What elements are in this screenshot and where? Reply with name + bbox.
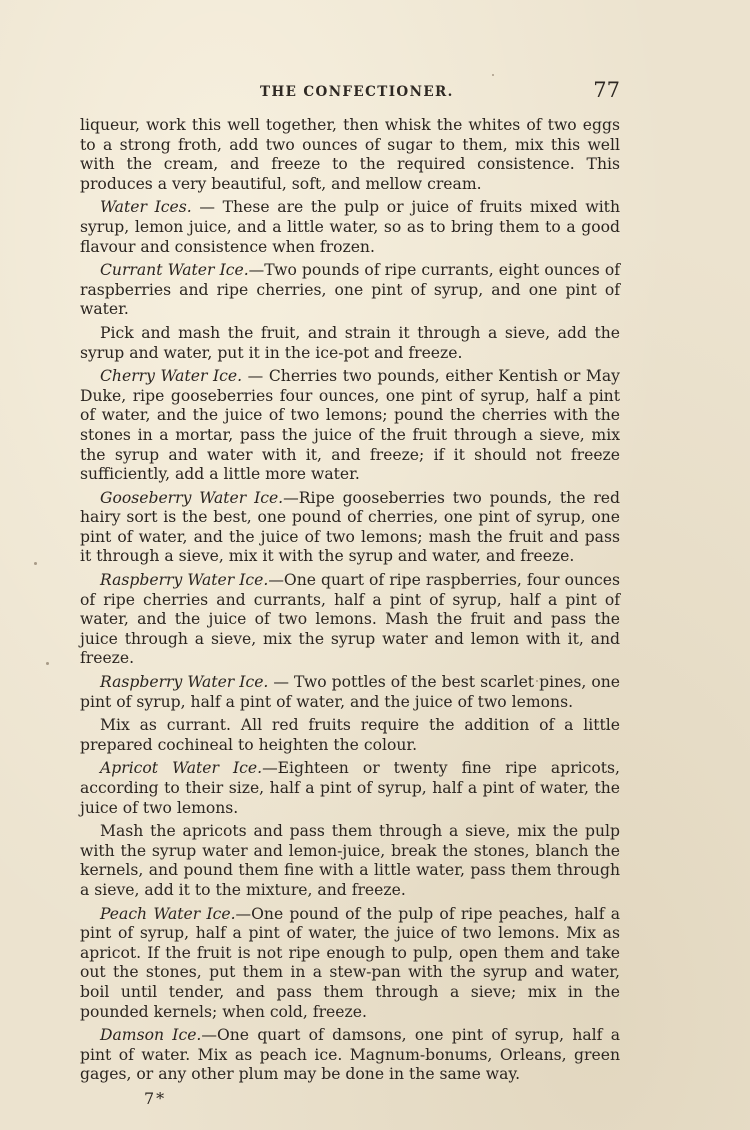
paragraph-apricot-water-ice [80,759,620,818]
recipe-title: Peach Water Ice. [100,904,236,923]
paragraph-text: —Eighteen or twenty fine ripe apricots, according to their size, half a pint of syrup, half a pint of water, the juice of two lemons. [80,759,620,817]
running-header [80,78,620,108]
paragraph-text: —One quart of damsons, one pint of syrup, half a pint of water. Mix as peach ice. Magnum-bonums, Orleans, green gages, or any other plum may be done in the same way. [80,1026,620,1084]
page-number: 77 [593,78,620,102]
recipe-title: Apricot Water Ice. [100,759,263,778]
signature-mark: 7* [144,1088,167,1108]
paragraph-cherry-water-ice [80,367,620,485]
recipe-title: Damson Ice. [100,1026,202,1045]
paragraph-text: liqueur, work this well together, then whisk the whites of two eggs to a strong froth, add two ounces of sugar to them, mix this well with the cream, and freeze to the required consistence. This produces a very beautiful, soft, and mellow cream. [80,116,620,193]
running-title: THE CONFECTIONER. [260,84,454,100]
body-text [80,116,620,1108]
paper-speck [492,74,494,76]
paper-speck [536,680,538,682]
paragraph-text: — These are the pulp or juice of fruits mixed with syrup, lemon juice, and a little water, so as to bring them to a good flavour and consistence when frozen. [80,198,620,256]
recipe-title: Gooseberry Water Ice. [100,488,284,507]
recipe-title: Raspberry Water Ice. [100,673,269,692]
paragraph-raspberry-water-ice-pines [80,673,620,712]
paragraph-apricot-method [80,822,620,900]
paragraph-damson-ice [80,1026,620,1085]
paragraph-text: — Cherries two pounds, either Kentish or May Duke, ripe gooseberries four ounces, one pint of syrup, half a pint of water, and the juice of two lemons; pound the cherries with the stones in a mortar, pass the juice of the fruit through a sieve, mix the syrup and water with it, and freeze; if it should not freeze sufficiently, add a little more water. [80,367,620,484]
recipe-title: Cherry Water Ice. [100,367,243,386]
recipe-title: Water Ices. [100,198,192,217]
paragraph-text: —Ripe gooseberries two pounds, the red hairy sort is the best, one pound of cherries, one pint of syrup, one pint of water, and the juice of two lemons; mash the fruit and pass it through a sieve, mix it with the syrup and water, and freeze. [80,488,620,566]
paragraph-text: Mash the apricots and pass them through a sieve, mix the pulp with the syrup water and lemon-juice, break the stones, blanch the kernels, and pound them fine with a little water, pass them through a sieve, add it to the mixture, and freeze. [80,822,620,899]
paper-speck [34,562,37,565]
book-page [80,78,620,1108]
paragraph-text: —One pound of the pulp of ripe peaches, half a pint of syrup, half a pint of water, the juice of two lemons. Mix as apricot. If the fruit is not ripe enough to pulp, open them and take out the stones, put them in a stew-pan with the syrup and water, boil until tender, and pass them through a sieve; mix in the pounded kernels; when cold, freeze. [80,904,620,1021]
paragraph-gooseberry-water-ice [80,489,620,567]
paragraph-currant-method [80,324,620,363]
recipe-title: Currant Water Ice. [100,261,249,280]
paragraph-peach-water-ice [80,905,620,1023]
paragraph-text: — Two pottles of the best scarlet pines, one pint of syrup, half a pint of water, and the juice of two lemons. [80,673,620,711]
paragraph-text: Mix as currant. All red fruits require the addition of a little prepared cochineal to heighten the colour. [80,716,620,754]
paragraph-text: Pick and mash the fruit, and strain it through a sieve, add the syrup and water, put it in the ice-pot and freeze. [80,323,620,362]
paper-speck [46,662,49,665]
paragraph-currant-water-ice [80,261,620,320]
paragraph-water-ices [80,198,620,257]
paragraph-text: —One quart of ripe raspberries, four ounces of ripe cherries and currants, half a pint of syrup, half a pint of water, and the juice of two lemons. Mash the fruit and pass the juice through a sieve, mix the syrup water and lemon with it, and freeze. [80,571,621,668]
paragraph-red-fruits-note [80,716,620,755]
paragraph-raspberry-water-ice [80,571,620,669]
paragraph-text: —Two pounds of ripe currants, eight ounces of raspberries and ripe cherries, one pint of syrup, and one pint of water. [80,261,620,319]
recipe-title: Raspberry Water Ice. [100,571,269,590]
paragraph-cream-continuation [80,116,620,194]
